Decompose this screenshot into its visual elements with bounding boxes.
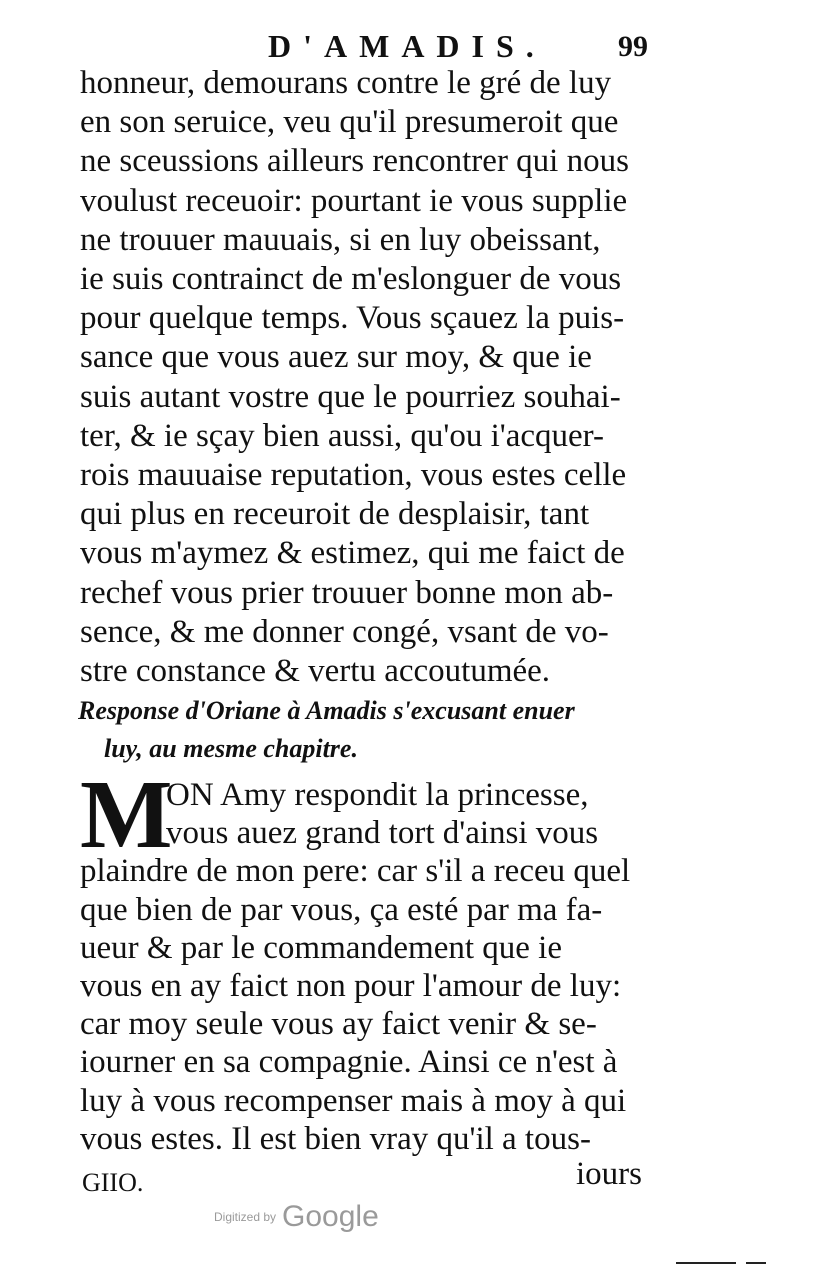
text-line: ueur & par le commandement que ie xyxy=(80,929,562,966)
heading-line: luy, au mesme chapitre. xyxy=(104,734,358,763)
drop-cap: M xyxy=(80,761,173,869)
text-line: stre constance & vertu accoutumée. xyxy=(80,653,551,690)
paragraph-1 xyxy=(80,64,666,691)
text-line: honneur, demourans contre le gré de luy xyxy=(80,65,612,101)
text-line: car moy seule vous ay faict venir & se- xyxy=(80,1006,597,1043)
watermark-prefix: Digitized by xyxy=(214,1210,277,1224)
signature-mark: GIIO. xyxy=(82,1168,144,1197)
bottom-rule xyxy=(676,1262,736,1264)
digitized-watermark xyxy=(214,1200,379,1234)
text-line: suis autant vostre que le pourriez souhai- xyxy=(80,378,621,415)
heading-line: Response d'Oriane à Amadis s'excusant enuer xyxy=(78,696,575,725)
text-line: voulust receuoir: pourtant ie vous supplie xyxy=(80,182,628,219)
text-line: luy à vous recompenser mais à moy à qui xyxy=(80,1082,627,1119)
text-line: sance que vous auez sur moy, & que ie xyxy=(80,339,592,376)
text-line: plaindre de mon pere: car s'il a receu quel xyxy=(80,853,631,890)
text-line: vous m'aymez & estimez, qui me faict de xyxy=(80,535,625,572)
text-line: qui plus en receuroit de desplaisir, tant xyxy=(80,496,590,533)
text-line: rois mauuaise reputation, vous estes celle xyxy=(80,457,627,494)
text-line: ter, & ie sçay bien aussi, qu'ou i'acquer- xyxy=(80,417,604,454)
catchword: iours xyxy=(576,1156,642,1192)
text-line: ON Amy respondit la princesse, xyxy=(166,777,589,813)
text-line: que bien de par vous, ça esté par ma fa- xyxy=(80,891,603,928)
page-number: 99 xyxy=(618,30,648,63)
text-line: vous auez grand tort d'ainsi vous xyxy=(166,815,599,852)
text-line: ie suis contrainct de m'eslonguer de vous xyxy=(80,261,622,298)
paragraph-2 xyxy=(80,776,666,1158)
text-line: rechef vous prier trouuer bonne mon ab- xyxy=(80,574,614,611)
text-line: pour quelque temps. Vous sçauez la puis- xyxy=(80,300,625,337)
bottom-rule xyxy=(746,1262,766,1264)
text-line: vous estes. Il est bien vray qu'il a tous- xyxy=(80,1120,591,1157)
watermark-logo: Google xyxy=(282,1200,379,1233)
text-line: iourner en sa compagnie. Ainsi ce n'est à xyxy=(80,1044,618,1081)
text-line: sence, & me donner congé, vsant de vo- xyxy=(80,613,609,650)
running-head: D'AMADIS. xyxy=(268,28,546,64)
section-heading xyxy=(78,692,678,768)
text-line: en son seruice, veu qu'il presumeroit que xyxy=(80,104,619,141)
text-line: vous en ay faict non pour l'amour de luy: xyxy=(80,968,622,1005)
text-line: ne sceussions ailleurs rencontrer qui nous xyxy=(80,143,629,180)
text-line: ne trouuer mauuais, si en luy obeissant, xyxy=(80,221,601,258)
